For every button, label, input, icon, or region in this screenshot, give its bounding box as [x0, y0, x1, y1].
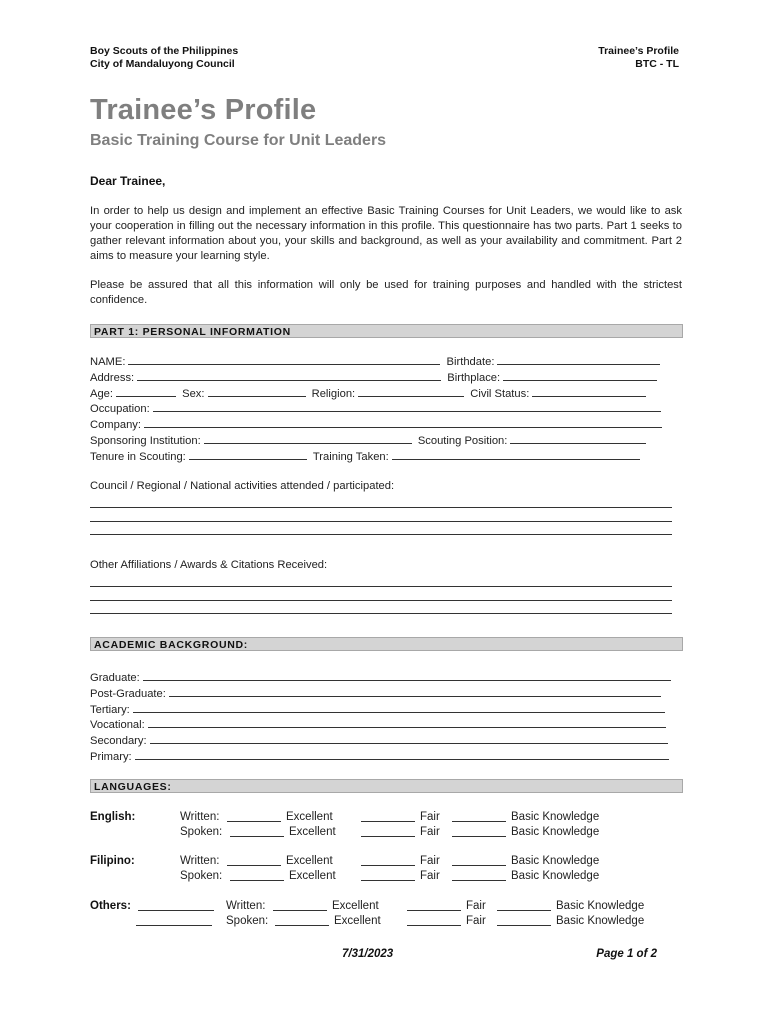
row-company [90, 416, 685, 432]
doc-name: Trainee’s Profile [598, 45, 679, 57]
scouting-position-label: Scouting Position: [417, 434, 508, 447]
excellent-label: Excellent [332, 900, 379, 912]
fair-label: Fair [466, 900, 486, 912]
english-written-fair-field[interactable] [361, 810, 415, 822]
others-language-field-1[interactable] [138, 899, 214, 911]
spoken-label: Spoken: [180, 870, 223, 882]
birthplace-label: Birthplace: [447, 371, 501, 384]
others-language-field-2[interactable] [136, 914, 212, 926]
others-written-excellent-field[interactable] [273, 899, 327, 911]
english-spoken-fair-field[interactable] [361, 825, 415, 837]
basic-knowledge-label: Basic Knowledge [511, 870, 600, 882]
occupation-field[interactable] [153, 400, 661, 412]
language-others [90, 899, 685, 929]
written-label: Written: [180, 811, 220, 823]
language-filipino [90, 854, 685, 884]
fair-label: Fair [420, 870, 440, 882]
primary-field[interactable] [135, 748, 669, 760]
written-label: Written: [180, 855, 220, 867]
row-graduate [90, 669, 685, 685]
row-age-sex-religion-civil [90, 385, 685, 401]
spoken-label: Spoken: [180, 826, 223, 838]
vocational-field[interactable] [148, 716, 666, 728]
others-written-row [90, 899, 685, 914]
row-tertiary [90, 701, 685, 717]
greeting: Dear Trainee, [90, 174, 166, 188]
page-subtitle: Basic Training Course for Unit Leaders [90, 132, 387, 149]
religion-field[interactable] [358, 385, 464, 397]
post-graduate-label: Post-Graduate: [90, 687, 166, 700]
activities-line-3[interactable] [90, 522, 672, 536]
excellent-label: Excellent [286, 855, 333, 867]
row-address-birthplace [90, 369, 685, 385]
sponsoring-institution-label: Sponsoring Institution: [90, 434, 201, 447]
english-label: English: [90, 811, 136, 823]
tertiary-field[interactable] [133, 701, 665, 713]
org-name: Boy Scouts of the Philippines [90, 45, 239, 57]
section-academic-background: ACADEMIC BACKGROUND: [90, 637, 683, 651]
header-org [90, 45, 238, 71]
fair-label: Fair [420, 855, 440, 867]
filipino-written-basic-field[interactable] [452, 854, 506, 866]
academic-fields [90, 669, 685, 764]
english-spoken-basic-field[interactable] [452, 825, 506, 837]
page-title: Trainee’s Profile [90, 94, 317, 126]
others-spoken-basic-field[interactable] [497, 914, 551, 926]
section-personal-information: PART 1: PERSONAL INFORMATION [90, 324, 683, 338]
activities-label: Council / Regional / National activities attended / participated: [90, 480, 395, 492]
personal-info-fields [90, 353, 685, 464]
doc-code: BTC - TL [635, 58, 679, 70]
name-field[interactable] [128, 353, 440, 365]
sponsoring-institution-field[interactable] [204, 432, 412, 444]
company-field[interactable] [144, 416, 662, 428]
secondary-label: Secondary: [90, 735, 147, 748]
company-label: Company: [90, 419, 141, 432]
language-english [90, 810, 685, 840]
affiliations-label: Other Affiliations / Awards & Citations Received: [90, 559, 328, 571]
fair-label: Fair [466, 915, 486, 927]
vocational-label: Vocational: [90, 719, 145, 732]
training-taken-label: Training Taken: [312, 450, 389, 463]
excellent-label: Excellent [289, 826, 336, 838]
section-languages: LANGUAGES: [90, 779, 683, 793]
others-spoken-fair-field[interactable] [407, 914, 461, 926]
english-written-excellent-field[interactable] [227, 810, 281, 822]
scouting-position-field[interactable] [510, 432, 646, 444]
row-name-birthdate [90, 353, 685, 369]
sex-label: Sex: [182, 387, 205, 400]
excellent-label: Excellent [289, 870, 336, 882]
address-field[interactable] [137, 369, 441, 381]
affiliations-line-3[interactable] [90, 601, 672, 615]
basic-knowledge-label: Basic Knowledge [511, 855, 600, 867]
training-taken-field[interactable] [392, 448, 640, 460]
affiliations-block [90, 558, 685, 614]
filipino-spoken-fair-field[interactable] [361, 869, 415, 881]
intro-paragraph: In order to help us design and implement an effective Basic Training Courses for Unit Leaders, we would like to ask your cooperation in filling out the necessary information in this profile. This questionnaire has two parts. Part 1 seeks to gather relevant information about you, your skills and background, as well as your availability and commitment. Part 2 aims to measure your learning style. [90, 205, 682, 262]
basic-knowledge-label: Basic Knowledge [556, 900, 645, 912]
assurance-paragraph: Please be assured that all this information will only be used for training purposes and handled with the strictest confidence. [90, 279, 682, 306]
others-label: Others: [90, 900, 131, 912]
fair-label: Fair [420, 826, 440, 838]
filipino-spoken-row [90, 869, 685, 884]
english-spoken-excellent-field[interactable] [230, 825, 284, 837]
graduate-field[interactable] [143, 669, 671, 681]
english-spoken-row [90, 825, 685, 840]
fair-label: Fair [420, 811, 440, 823]
council-name: City of Mandaluyong Council [90, 58, 235, 70]
activities-line-2[interactable] [90, 508, 672, 522]
row-vocational [90, 716, 685, 732]
post-graduate-field[interactable] [169, 685, 661, 697]
primary-label: Primary: [90, 750, 132, 763]
filipino-label: Filipino: [90, 855, 135, 867]
english-written-row [90, 810, 685, 825]
spoken-label: Spoken: [226, 915, 269, 927]
basic-knowledge-label: Basic Knowledge [511, 826, 600, 838]
secondary-field[interactable] [150, 732, 668, 744]
basic-knowledge-label: Basic Knowledge [556, 915, 645, 927]
civil-status-label: Civil Status: [470, 387, 530, 400]
age-label: Age: [90, 387, 114, 400]
english-written-basic-field[interactable] [452, 810, 506, 822]
tertiary-label: Tertiary: [90, 703, 130, 716]
affiliations-line-2[interactable] [90, 587, 672, 601]
address-label: Address: [90, 371, 135, 384]
tenure-field[interactable] [189, 448, 307, 460]
name-label: NAME: [90, 356, 126, 368]
footer-page-number: Page 1 of 2 [596, 948, 657, 960]
activities-block [90, 479, 685, 535]
excellent-label: Excellent [286, 811, 333, 823]
religion-label: Religion: [311, 387, 356, 400]
basic-knowledge-label: Basic Knowledge [511, 811, 600, 823]
birthdate-label: Birthdate: [446, 356, 495, 368]
filipino-spoken-basic-field[interactable] [452, 869, 506, 881]
others-written-fair-field[interactable] [407, 899, 461, 911]
filipino-written-excellent-field[interactable] [227, 854, 281, 866]
civil-status-field[interactable] [532, 385, 646, 397]
tenure-label: Tenure in Scouting: [90, 450, 186, 463]
row-tenure-training [90, 448, 685, 464]
affiliations-line-1[interactable] [90, 574, 672, 588]
others-spoken-row [90, 914, 685, 929]
row-occupation [90, 400, 685, 416]
header-doc [598, 45, 679, 71]
excellent-label: Excellent [334, 915, 381, 927]
row-post-graduate [90, 685, 685, 701]
occupation-label: Occupation: [90, 403, 150, 416]
activities-line-1[interactable] [90, 495, 672, 509]
filipino-spoken-excellent-field[interactable] [230, 869, 284, 881]
birthplace-field[interactable] [503, 369, 657, 381]
footer-date: 7/31/2023 [342, 948, 394, 960]
row-sponsoring-scouting [90, 432, 685, 448]
row-primary [90, 748, 685, 764]
age-field[interactable] [116, 385, 176, 397]
filipino-written-row [90, 854, 685, 869]
written-label: Written: [226, 900, 266, 912]
others-spoken-excellent-field[interactable] [275, 914, 329, 926]
sex-field[interactable] [208, 385, 306, 397]
row-secondary [90, 732, 685, 748]
filipino-written-fair-field[interactable] [361, 854, 415, 866]
graduate-label: Graduate: [90, 672, 140, 684]
birthdate-field[interactable] [497, 353, 660, 365]
others-written-basic-field[interactable] [497, 899, 551, 911]
